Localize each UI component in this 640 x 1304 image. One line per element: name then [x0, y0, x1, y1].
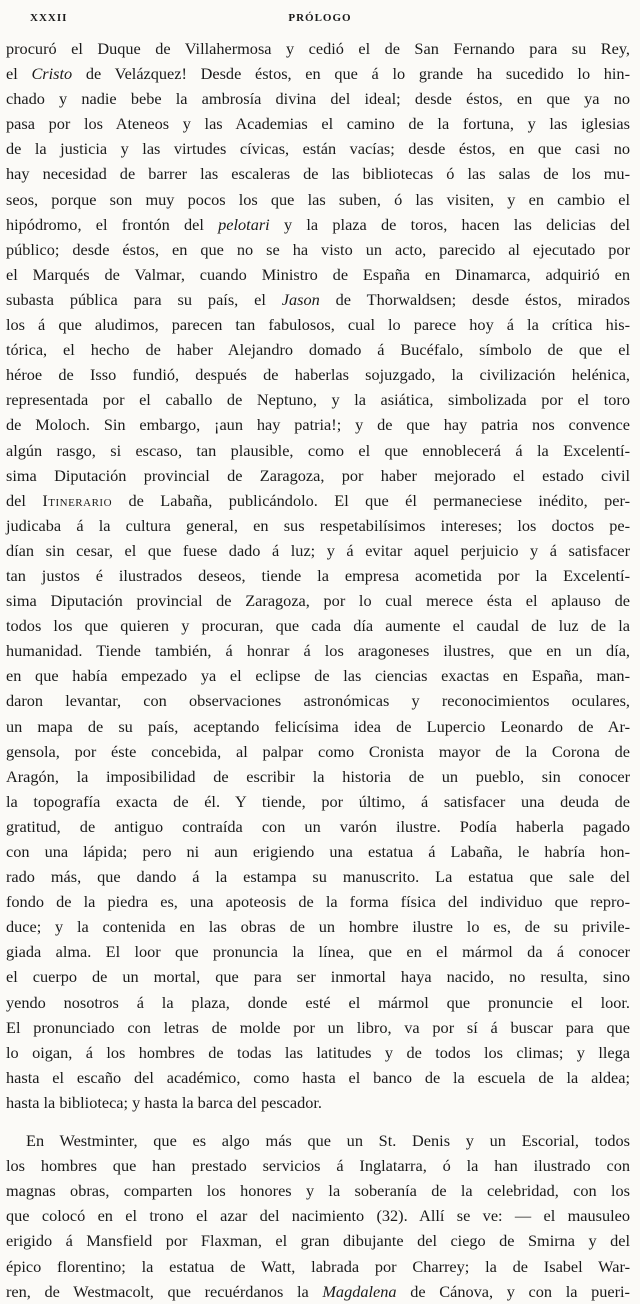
text-line: hasta el escaño del académico, como hasta el banco de la escuela de la aldea; [6, 1067, 630, 1087]
text-line: de Moloch. Sin embargo, ¡aun hay patria!; y de que hay patria nos convence [6, 415, 630, 435]
text-line: subasta pública para su país, el Jason de Thorwaldsen; desde éstos, mirados [6, 289, 631, 309]
text-line: héroe de Isso fundió, después de haberlas sojuzgado, la civilización helénica, [6, 365, 630, 385]
text-line: daron levantar, con observaciones astronómicas y reconocimientos oculares, [6, 691, 630, 711]
text-line: la topografía exacta de él. Y tiende, por último, á satisfacer una deuda de [6, 791, 630, 811]
text-line: con una lápida; pero ni aun erigiendo una estatua á Labaña, le habría hon- [6, 842, 630, 861]
text-line: sima Diputación provincial de Zaragoza, por lo cual merece ésta el aplauso de [6, 591, 630, 611]
text-line: gensola, por éste concebida, al palpar como Cronista mayor de la Corona de [6, 741, 630, 761]
text-line: los á que aludimos, parecen tan fabulosos, cual lo parece hoy á la crítica his- [6, 315, 630, 335]
text-line: dían sin cesar, el que fuese dado á luz; y á evitar aquel perjuicio y á satisfacer [6, 540, 630, 560]
text-line: todos los que quieren y procuran, que cada día aumente el caudal de luz de la [6, 616, 630, 636]
text-line: el Cristo de Velázquez! Desde éstos, en que á lo grande ha sucedido lo hin- [6, 64, 630, 84]
text-line: rado más, que dando á la estampa su manuscrito. La estatua que sale del [6, 867, 630, 887]
paragraph-2 [6, 1128, 630, 1304]
text-line: yendo nosotros á la plaza, donde esté el mármol que pronuncie el loor. [6, 992, 630, 1012]
text-line: seos, porque son muy pocos los que las suben, ó las visiten, y en cambio el [6, 189, 630, 209]
text-line: magnas obras, comparten los honores y la soberanía de la celebridad, con los [6, 1181, 630, 1201]
text-line: procuró el Duque de Villahermosa y cedió el de San Fernando para su Rey, [6, 39, 630, 58]
text-line: sima Diputación provincial de Zaragoza, por haber mejorado el estado civil [6, 465, 630, 485]
text-line: humanidad. Tiende también, á honrar á los aragoneses ilustres, que en un día, [6, 641, 630, 661]
text-line: ren, de Westmacolt, que recuérdanos la Magdalena de Cánova, y con la pueri- [6, 1281, 630, 1301]
text-line: público; desde éstos, en que no se ha visto un acto, parecido al ejecutado por [6, 239, 630, 259]
text-line: representada por el caballo de Neptuno, y la asiática, simbolizada por el toro [6, 390, 630, 410]
text-line: pasa por los Ateneos y las Academias el camino de la fortuna, y las iglesias [6, 114, 630, 134]
text-line: tan justos é ilustrados deseos, tiende la empresa acometida por la Excelentí- [6, 565, 630, 585]
text-line: del Itinerario de Labaña, publicándolo. El que él permaneciese inédito, per- [6, 490, 630, 510]
text-line: duce; y la contenida en las obras de un hombre ilustre lo es, de su privile- [6, 917, 630, 937]
text-line: que colocó en el trono el azar del nacimiento (32). Allí se ve: — el mausuleo [6, 1206, 630, 1226]
text-line: judicaba á la cultura general, en sus respetabilísimos intereses; los doctos pe- [6, 515, 630, 535]
text-line: los hombres que han prestado servicios á Inglatarra, ó la han ilustrado con [6, 1156, 630, 1176]
page-number: XXXII [30, 12, 68, 24]
text-line: fondo de la piedra es, una apoteosis de la forma física del individuo que repro- [6, 892, 630, 912]
page-header [0, 10, 640, 32]
paragraph-gap [6, 1115, 630, 1128]
text-line: de la justicia y las virtudes cívicas, están vacías; desde éstos, en que casi no [6, 139, 630, 159]
text-line: algún rasgo, si escaso, tan plausible, como el que ennoblecerá á la Excelentí- [6, 440, 630, 460]
running-title: PRÓLOGO [288, 12, 352, 24]
paragraph-1 [6, 36, 630, 1115]
text-line: Aragón, la imposibilidad de escribir la historia de un pueblo, sin conocer [6, 766, 630, 786]
text-line: en que había empezado ya el eclipse de las ciencias exactas en España, man- [6, 666, 630, 686]
text-line: erigido á Mansfield por Flaxman, el gran dibujante del ciego de Smirna y del [6, 1231, 630, 1251]
text-line: giada alma. El loor que pronuncia la línea, que en el mármol da á conocer [6, 942, 630, 962]
text-line: El pronunciado con letras de molde por un libro, va por sí á buscar para que [6, 1017, 630, 1037]
text-line: gratitud, de antiguo contraída con un varón ilustre. Podía haberla pagado [6, 816, 630, 836]
body-text [6, 36, 630, 1304]
text-line: En Westminter, que es algo más que un St. Denis y un Escorial, todos [26, 1131, 630, 1151]
text-line: tórica, el hecho de haber Alejandro domado á Bucéfalo, símbolo de que el [6, 340, 630, 360]
text-line: chado y nadie bebe la ambrosía divina del ideal; desde éstos, en que ya no [6, 89, 630, 109]
text-line: un mapa de su país, aceptando felicísima idea de Lupercio Leonardo de Ar- [6, 716, 630, 736]
text-line: épico florentino; la estatua de Watt, labrada por Charrey; la de Isabel War- [6, 1256, 630, 1276]
text-line: hipódromo, el frontón del pelotari y la plaza de toros, hacen las delicias del [6, 214, 631, 234]
text-line: hasta la biblioteca; y hasta la barca del pescador. [6, 1092, 322, 1112]
text-line: hay necesidad de barrer las escaleras de las bibliotecas ó las salas de los mu- [6, 164, 630, 184]
text-line: el cuerpo de un mortal, que para ser inmortal haya nacido, no resulta, sino [6, 967, 630, 987]
text-line: lo oigan, á los hombres de todas las latitudes y de todos los climas; y llega [6, 1042, 630, 1062]
text-line: el Marqués de Valmar, cuando Ministro de España en Dinamarca, adquirió en [6, 264, 630, 284]
